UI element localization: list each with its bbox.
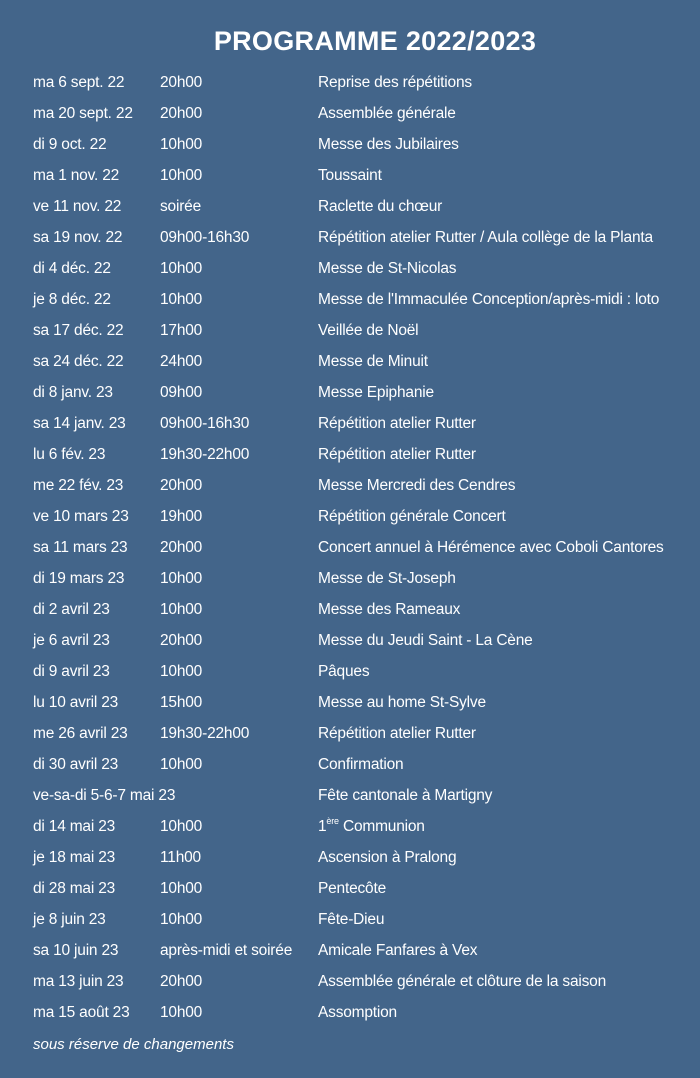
row-event: Pâques (318, 663, 370, 680)
row-date: ve-sa-di 5-6-7 mai 23 (33, 787, 176, 804)
row-date: di 28 mai 23 (33, 880, 116, 897)
schedule-row (0, 566, 700, 597)
schedule-list (0, 70, 700, 1031)
row-event: Fête cantonale à Martigny (318, 787, 493, 804)
schedule-row (0, 876, 700, 907)
row-date: lu 6 fév. 23 (33, 446, 106, 463)
row-event: Messe Mercredi des Cendres (318, 477, 516, 494)
schedule-row (0, 969, 700, 1000)
row-time: 09h00-16h30 (160, 415, 250, 432)
row-event: Ascension à Pralong (318, 849, 457, 866)
row-date: ma 20 sept. 22 (33, 105, 133, 122)
schedule-row (0, 473, 700, 504)
row-time: 10h00 (160, 260, 203, 277)
row-time: 24h00 (160, 353, 203, 370)
row-event: Répétition atelier Rutter (318, 446, 476, 463)
row-date: di 8 janv. 23 (33, 384, 113, 401)
row-event: Amicale Fanfares à Vex (318, 942, 478, 959)
row-time: 20h00 (160, 105, 203, 122)
row-date: ve 11 nov. 22 (33, 198, 122, 215)
row-event: Raclette du chœur (318, 198, 443, 215)
row-time: 10h00 (160, 167, 203, 184)
page-title: PROGRAMME 2022/2023 (213, 26, 537, 56)
row-event-number: 1 (318, 818, 327, 835)
schedule-row (0, 101, 700, 132)
row-event: Messe au home St-Sylve (318, 694, 486, 711)
row-date: di 9 oct. 22 (33, 136, 107, 153)
schedule-row (0, 938, 700, 969)
row-date: ma 15 août 23 (33, 1004, 130, 1021)
schedule-row (0, 504, 700, 535)
row-event: Répétition atelier Rutter (318, 725, 476, 742)
row-event: Répétition générale Concert (318, 508, 506, 525)
row-time: soirée (160, 198, 202, 215)
row-date: di 14 mai 23 (33, 818, 116, 835)
row-date: je 8 juin 23 (33, 911, 106, 928)
row-date: di 30 avril 23 (33, 756, 119, 773)
row-event: Assomption (318, 1004, 397, 1021)
row-date: ma 1 nov. 22 (33, 167, 120, 184)
row-time: 10h00 (160, 756, 203, 773)
row-date: ma 13 juin 23 (33, 973, 124, 990)
schedule-row (0, 535, 700, 566)
schedule-row (0, 721, 700, 752)
schedule-row (0, 845, 700, 876)
row-event: Messe de St-Nicolas (318, 260, 457, 277)
row-time: 10h00 (160, 570, 203, 587)
row-time: 19h00 (160, 508, 203, 525)
row-date: sa 11 mars 23 (33, 539, 128, 556)
schedule-row (0, 907, 700, 938)
row-time: 10h00 (160, 1004, 203, 1021)
schedule-row (0, 380, 700, 411)
schedule-row (0, 783, 700, 814)
row-time: 20h00 (160, 973, 203, 990)
row-time: 20h00 (160, 539, 203, 556)
schedule-row (0, 287, 700, 318)
schedule-row (0, 318, 700, 349)
row-event: Assemblée générale et clôture de la saison (318, 973, 606, 990)
row-event: Messe de St-Joseph (318, 570, 456, 587)
schedule-row (0, 628, 700, 659)
schedule-row (0, 194, 700, 225)
row-time: 15h00 (160, 694, 203, 711)
row-event: Reprise des répétitions (318, 74, 472, 91)
row-date: ve 10 mars 23 (33, 508, 129, 525)
row-date: je 18 mai 23 (33, 849, 116, 866)
row-date: di 9 avril 23 (33, 663, 110, 680)
schedule-row (0, 690, 700, 721)
schedule-row (0, 132, 700, 163)
row-event: Répétition atelier Rutter / Aula collège de la Planta (318, 229, 653, 246)
schedule-row (0, 814, 700, 845)
row-event: Messe du Jeudi Saint - La Cène (318, 632, 533, 649)
schedule-row (0, 225, 700, 256)
disclaimer-note: sous réserve de changements (33, 1036, 234, 1053)
row-time: 09h00 (160, 384, 203, 401)
row-time: 09h00-16h30 (160, 229, 250, 246)
row-time: 20h00 (160, 632, 203, 649)
schedule-row (0, 70, 700, 101)
row-date: me 22 fév. 23 (33, 477, 124, 494)
row-event: Assemblée générale (318, 105, 456, 122)
row-date: di 2 avril 23 (33, 601, 110, 618)
row-event: Pentecôte (318, 880, 387, 897)
row-time: 10h00 (160, 136, 203, 153)
row-time: 20h00 (160, 477, 203, 494)
schedule-row (0, 752, 700, 783)
row-event: Messe de l'Immaculée Conception/après-midi : loto (318, 291, 660, 308)
row-date: je 6 avril 23 (33, 632, 110, 649)
row-time: 10h00 (160, 818, 203, 835)
row-date: je 8 déc. 22 (33, 291, 111, 308)
row-date: di 19 mars 23 (33, 570, 125, 587)
schedule-row (0, 349, 700, 380)
row-time: 10h00 (160, 911, 203, 928)
schedule-row (0, 411, 700, 442)
schedule-row (0, 442, 700, 473)
row-time: après-midi et soirée (160, 942, 293, 959)
row-date: sa 24 déc. 22 (33, 353, 124, 370)
row-time: 10h00 (160, 601, 203, 618)
row-event: Répétition atelier Rutter (318, 415, 476, 432)
schedule-row (0, 659, 700, 690)
row-event: Messe de Minuit (318, 353, 428, 370)
row-date: sa 17 déc. 22 (33, 322, 124, 339)
row-time: 11h00 (160, 849, 201, 866)
row-date: sa 10 juin 23 (33, 942, 119, 959)
row-event (318, 818, 425, 836)
row-event: Fête-Dieu (318, 911, 385, 928)
row-event: Veillée de Noël (318, 322, 419, 339)
row-time: 10h00 (160, 291, 203, 308)
row-event-superscript: ère (326, 816, 339, 826)
row-date: sa 14 janv. 23 (33, 415, 126, 432)
row-event: Messe des Rameaux (318, 601, 461, 618)
row-date: ma 6 sept. 22 (33, 74, 125, 91)
row-date: sa 19 nov. 22 (33, 229, 123, 246)
row-event: Messe Epiphanie (318, 384, 434, 401)
row-event: Concert annuel à Hérémence avec Coboli Cantores (318, 539, 664, 556)
row-time: 17h00 (160, 322, 203, 339)
row-date: di 4 déc. 22 (33, 260, 111, 277)
row-event: Toussaint (318, 167, 382, 184)
row-event: Messe des Jubilaires (318, 136, 459, 153)
row-time: 10h00 (160, 663, 203, 680)
row-time: 19h30-22h00 (160, 725, 250, 742)
row-time: 10h00 (160, 880, 203, 897)
row-date: me 26 avril 23 (33, 725, 128, 742)
row-time: 19h30-22h00 (160, 446, 250, 463)
schedule-row (0, 1000, 700, 1031)
schedule-row (0, 256, 700, 287)
row-time: 20h00 (160, 74, 203, 91)
row-event: Confirmation (318, 756, 404, 773)
schedule-row (0, 163, 700, 194)
schedule-row (0, 597, 700, 628)
row-event-rest: Communion (338, 818, 425, 835)
row-date: lu 10 avril 23 (33, 694, 119, 711)
